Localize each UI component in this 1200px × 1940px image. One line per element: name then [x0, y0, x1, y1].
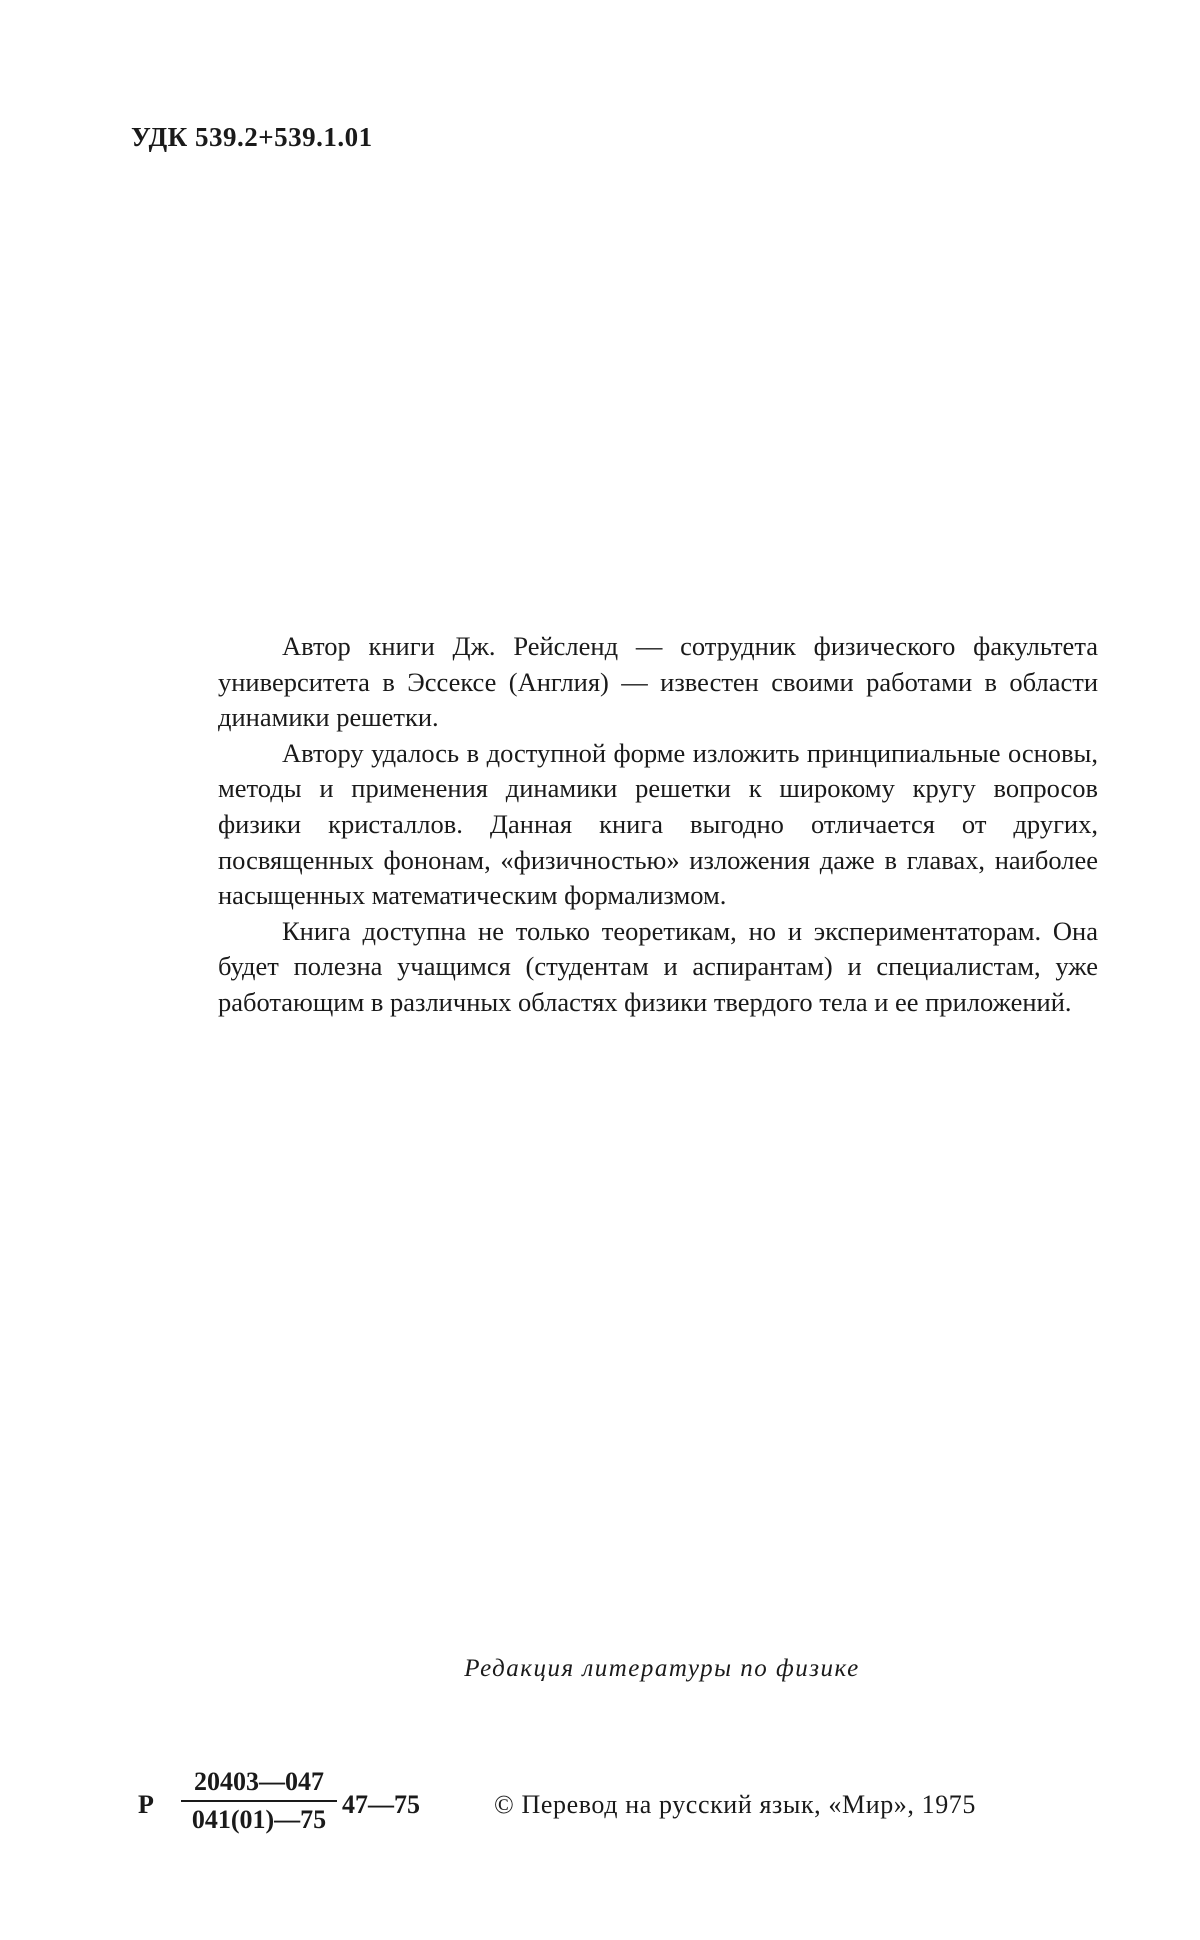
- annotation-paragraph-2: Автору удалось в доступной форме изложить принципиальные основы, методы и применения динамики решетки к широкому кругу вопросов физики кристаллов. Данная книга выгодно отличается от других, посвященных фононам, «физичностью» изложения даже в главах, наиболее насыщенных математическим формализмом.: [218, 737, 1098, 911]
- fraction-bar: [181, 1800, 337, 1802]
- index-fraction: [181, 1766, 337, 1836]
- index-tail: 47—75: [342, 1790, 420, 1819]
- index-denominator: 041(01)—75: [191, 1805, 327, 1834]
- annotation-paragraph-1: Автор книги Дж. Рейсленд — сотрудник физического факультета университета в Эссексе (Англия) — известен своими работами в области динамики решетки.: [218, 631, 1098, 733]
- index-numerator: 20403—047: [194, 1767, 324, 1796]
- publication-index: [138, 1766, 458, 1846]
- udk-code: УДК 539.2+539.1.01: [131, 122, 373, 152]
- editorial-office-line: Редакция литературы по физике: [464, 1655, 860, 1682]
- copyright-notice: © Перевод на русский язык, «Мир», 1975: [494, 1790, 977, 1819]
- annotation-paragraph-3: Книга доступна не только теоретикам, но и экспериментаторам. Она будет полезна учащимся (студентам и аспирантам) и специалистам, уже работающим в различных областях физики твердого тела и ее приложений.: [218, 915, 1098, 1017]
- index-letter: Р: [138, 1790, 154, 1819]
- book-annotation: [218, 629, 1098, 1021]
